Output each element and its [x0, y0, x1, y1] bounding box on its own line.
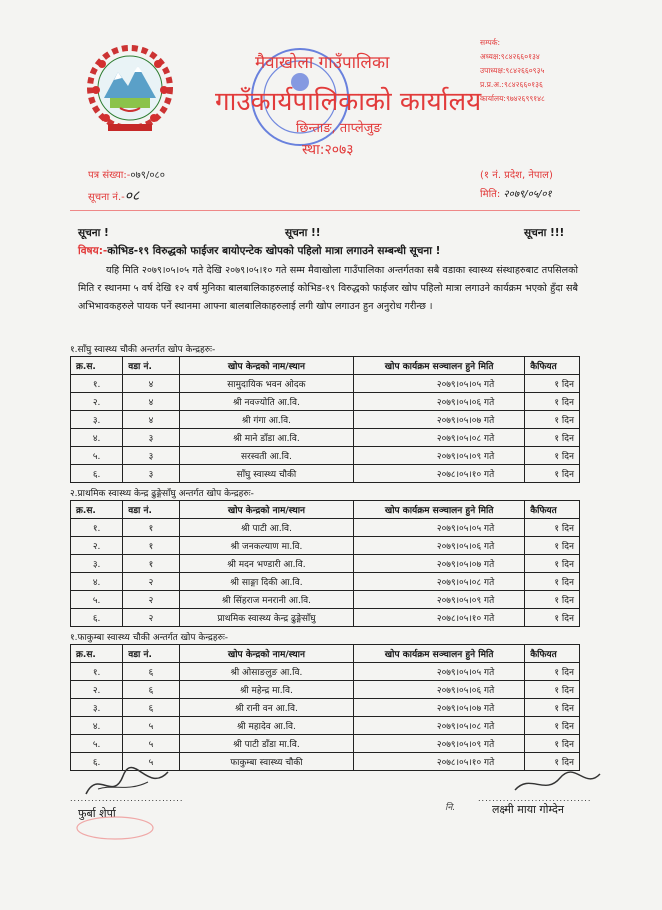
- section-title: २.प्राथमिक स्वास्थ्य केन्द्र ढुङ्गेसाँघु अन्तर्गत खोप केन्द्रहरुः-: [70, 489, 254, 499]
- column-header: खोप केन्द्रको नाम/स्थान: [179, 645, 353, 663]
- table-cell: ६.: [71, 609, 123, 627]
- table-cell: २: [123, 609, 180, 627]
- table-cell: फाकुम्बा स्वास्थ्य चौकी: [179, 753, 353, 771]
- table-cell: ४.: [71, 429, 123, 447]
- column-header: वडा नं.: [123, 357, 180, 375]
- table-cell: ४: [123, 393, 180, 411]
- table-cell: सामुदायिक भवन ओदक: [179, 375, 353, 393]
- table-cell: १ दिन: [525, 447, 580, 465]
- notice-number: सूचना नं.-०८: [88, 188, 140, 204]
- table-cell: श्री ओसाङलुङ आ.वि.: [179, 663, 353, 681]
- table-cell: ६.: [71, 465, 123, 483]
- table-row: [71, 699, 580, 717]
- notice-heading: सूचना !!!: [524, 227, 565, 239]
- table-cell: १.: [71, 375, 123, 393]
- table-cell: सरस्वती आ.वि.: [179, 447, 353, 465]
- table-cell: साँघु स्वास्थ्य चौकी: [179, 465, 353, 483]
- contact-line: प्र.प्र.अ.:९८४२६६०१३६: [480, 80, 543, 89]
- table-cell: १ दिन: [525, 465, 580, 483]
- column-header: वडा नं.: [123, 501, 180, 519]
- red-stamp-icon: [70, 812, 170, 842]
- section-title: १.साँघु स्वास्थ्य चौकी अन्तर्गत खोप केन्द्रहरुः-: [70, 345, 216, 355]
- table-cell: ४: [123, 375, 180, 393]
- notice-heading: सूचना !: [78, 227, 109, 239]
- column-header: क्र.स.: [71, 645, 123, 663]
- table-cell: श्री सिंहराज मनरानी आ.वि.: [179, 591, 353, 609]
- office-address: छिन्ताङ, ताप्लेजुङ: [296, 121, 382, 136]
- office-title: गाउँकार्यपालिकाको कार्यालय: [215, 87, 482, 117]
- table-cell: २०७९।०५।०९ गते: [354, 447, 525, 465]
- table-cell: २०७९।०५।०५ गते: [354, 663, 525, 681]
- table-row: [71, 519, 580, 537]
- table-cell: २०७९।०५।०७ गते: [354, 411, 525, 429]
- table-cell: १ दिन: [525, 753, 580, 771]
- table-cell: ५.: [71, 447, 123, 465]
- table-cell: २: [123, 591, 180, 609]
- table-cell: ३: [123, 447, 180, 465]
- table-cell: १ दिन: [525, 591, 580, 609]
- table-row: [71, 717, 580, 735]
- table-cell: ३.: [71, 699, 123, 717]
- table-row: [71, 411, 580, 429]
- notice-heading: सूचना !!: [285, 227, 321, 239]
- signatory-right-name: लक्ष्मी माया गोम्देन: [492, 803, 564, 816]
- table-cell: ५: [123, 735, 180, 753]
- municipality-name: मैवाखोला गाउँपालिका: [255, 53, 390, 73]
- table-cell: श्री गंगा आ.वि.: [179, 411, 353, 429]
- table-cell: २०७९।०५।०९ गते: [354, 591, 525, 609]
- table-cell: श्री माने डाँडा आ.वि.: [179, 429, 353, 447]
- table-cell: ६: [123, 699, 180, 717]
- column-header: कैफियत: [525, 645, 580, 663]
- table-cell: १: [123, 555, 180, 573]
- schedule-table: [70, 356, 580, 483]
- schedule-table: [70, 644, 580, 771]
- table-cell: २.: [71, 537, 123, 555]
- table-cell: २०७९।०५।०८ गते: [354, 717, 525, 735]
- table-cell: १: [123, 519, 180, 537]
- table-cell: २: [123, 573, 180, 591]
- table-row: [71, 375, 580, 393]
- table-cell: ६.: [71, 753, 123, 771]
- table-cell: २०७९।०५।०६ गते: [354, 537, 525, 555]
- table-cell: १: [123, 537, 180, 555]
- table-cell: श्री साङ्गा दिकी आ.वि.: [179, 573, 353, 591]
- table-cell: १ दिन: [525, 555, 580, 573]
- column-header: खोप कार्यक्रम सञ्चालन हुने मिति: [354, 645, 525, 663]
- table-cell: २०७९।०५।०९ गते: [354, 735, 525, 753]
- table-cell: श्री महेन्द्र मा.वि.: [179, 681, 353, 699]
- table-cell: ५: [123, 753, 180, 771]
- table-cell: २०७८।०५।१० गते: [354, 609, 525, 627]
- table-cell: २.: [71, 393, 123, 411]
- contact-block: [480, 36, 545, 106]
- table-row: [71, 393, 580, 411]
- table-header-row: [71, 501, 580, 519]
- table-cell: श्री नवज्योति आ.वि.: [179, 393, 353, 411]
- signature-line-right: ................................: [478, 794, 592, 803]
- province: (१ नं. प्रदेश, नेपाल): [480, 170, 553, 181]
- table-cell: ६: [123, 681, 180, 699]
- table-cell: श्री रानी वन आ.वि.: [179, 699, 353, 717]
- contact-line: कार्यालय:९७४२६९९१४८: [480, 94, 545, 103]
- table-row: [71, 537, 580, 555]
- table-row: [71, 663, 580, 681]
- table-row: [71, 447, 580, 465]
- column-header: खोप कार्यक्रम सञ्चालन हुने मिति: [354, 357, 525, 375]
- table-cell: २०७८।०५।१० गते: [354, 753, 525, 771]
- reference-number: पत्र संख्या:-०७९/०८०: [88, 170, 165, 181]
- table-row: [71, 681, 580, 699]
- signatory-right-prefix: नि.: [445, 803, 456, 813]
- table-cell: श्री पाटी डाँडा मा.वि.: [179, 735, 353, 753]
- column-header: वडा नं.: [123, 645, 180, 663]
- table-cell: श्री जनकल्याण मा.वि.: [179, 537, 353, 555]
- table-cell: ३.: [71, 555, 123, 573]
- table-cell: १.: [71, 663, 123, 681]
- table-cell: २०७८।०५।१० गते: [354, 465, 525, 483]
- column-header: कैफियत: [525, 501, 580, 519]
- table-row: [71, 735, 580, 753]
- table-cell: १ दिन: [525, 519, 580, 537]
- table-cell: १ दिन: [525, 375, 580, 393]
- signature-line-left: ................................: [70, 794, 184, 803]
- table-cell: ६: [123, 663, 180, 681]
- schedule-table: [70, 500, 580, 627]
- table-cell: २०७९।०५।०६ गते: [354, 681, 525, 699]
- table-row: [71, 465, 580, 483]
- table-cell: ५.: [71, 591, 123, 609]
- signatory-left-name: फुर्बा शेर्पा: [78, 807, 116, 820]
- table-cell: १ दिन: [525, 537, 580, 555]
- table-cell: १ दिन: [525, 411, 580, 429]
- section-title: १.फाकुम्बा स्वास्थ्य चौकी अन्तर्गत खोप केन्द्रहरुः-: [70, 633, 229, 643]
- establishment-year: स्था:२०७३: [302, 142, 354, 158]
- table-cell: श्री पाटी आ.वि.: [179, 519, 353, 537]
- column-header: खोप कार्यक्रम सञ्चालन हुने मिति: [354, 501, 525, 519]
- table-cell: ४.: [71, 717, 123, 735]
- contact-line: उपाध्यक्ष:९८४२६६०९३५: [480, 66, 545, 75]
- table-cell: २०७९।०५।०८ गते: [354, 429, 525, 447]
- table-cell: ३: [123, 429, 180, 447]
- subject-line: विषय:-कोभिड-१९ विरुद्धको फाईजर बायोएन्टेक खोपको पहिलो मात्रा लगाउने सम्बन्धी सूचना !: [78, 245, 441, 257]
- table-cell: २०७९।०५।०७ गते: [354, 699, 525, 717]
- table-cell: श्री महादेव आ.वि.: [179, 717, 353, 735]
- column-header: कैफियत: [525, 357, 580, 375]
- table-cell: २०७९।०५।०६ गते: [354, 393, 525, 411]
- table-cell: १ दिन: [525, 393, 580, 411]
- table-cell: ४.: [71, 573, 123, 591]
- table-cell: १ दिन: [525, 717, 580, 735]
- table-cell: ५: [123, 717, 180, 735]
- table-header-row: [71, 357, 580, 375]
- table-cell: १.: [71, 519, 123, 537]
- table-cell: २०७९।०५।०७ गते: [354, 555, 525, 573]
- notice-body: यहि मिति २०७९।०५।०५ गते देखि २०७९।०५।१० गते सम्म मैवाखोला गाउँपालिका अन्तर्गतका सबै वडाका स्वास्थ्य संस्थाहरुबाट तपसिलको मिति र स्थानमा ५ वर्ष देखि १२ वर्ष मुनिका बालबालिकाहरुलाई कोभिड-१९ विरुद्धको फाईजर खोप पहिलो मात्रा लगाउने कार्यक्रम भएको हुँदा सबै अभिभावकहरुले पायक पर्ने स्थानमा आफ्ना बालबालिकाहरुलाई लगी खोप लगाउन हुन अनुरोध गरीन्छ ।: [78, 265, 578, 312]
- table-cell: १ दिन: [525, 663, 580, 681]
- column-header: खोप केन्द्रको नाम/स्थान: [179, 357, 353, 375]
- table-cell: १ दिन: [525, 735, 580, 753]
- table-cell: ३.: [71, 411, 123, 429]
- contact-line: सम्पर्क:: [480, 38, 501, 47]
- column-header: खोप केन्द्रको नाम/स्थान: [179, 501, 353, 519]
- table-row: [71, 429, 580, 447]
- table-cell: ३: [123, 465, 180, 483]
- table-cell: १ दिन: [525, 429, 580, 447]
- table-cell: १ दिन: [525, 609, 580, 627]
- table-cell: १ दिन: [525, 681, 580, 699]
- table-cell: ५.: [71, 735, 123, 753]
- table-row: [71, 555, 580, 573]
- column-header: क्र.स.: [71, 357, 123, 375]
- nepal-emblem-icon: [80, 40, 180, 135]
- table-cell: २०७९।०५।०५ गते: [354, 519, 525, 537]
- table-row: [71, 591, 580, 609]
- table-row: [71, 609, 580, 627]
- contact-line: अध्यक्ष:९८४२६६०१३४: [480, 52, 540, 61]
- table-cell: प्राथमिक स्वास्थ्य केन्द्र ढुङ्गेसाँघु: [179, 609, 353, 627]
- header-divider: [70, 210, 580, 211]
- table-cell: ४: [123, 411, 180, 429]
- column-header: क्र.स.: [71, 501, 123, 519]
- table-cell: १ दिन: [525, 699, 580, 717]
- notice-date: मिति: २०७९/०५/०१: [480, 189, 552, 200]
- table-cell: १ दिन: [525, 573, 580, 591]
- table-cell: २.: [71, 681, 123, 699]
- table-cell: २०७९।०५।०५ गते: [354, 375, 525, 393]
- table-cell: २०७९।०५।०८ गते: [354, 573, 525, 591]
- table-row: [71, 573, 580, 591]
- table-header-row: [71, 645, 580, 663]
- table-cell: श्री मदन भण्डारी आ.वि.: [179, 555, 353, 573]
